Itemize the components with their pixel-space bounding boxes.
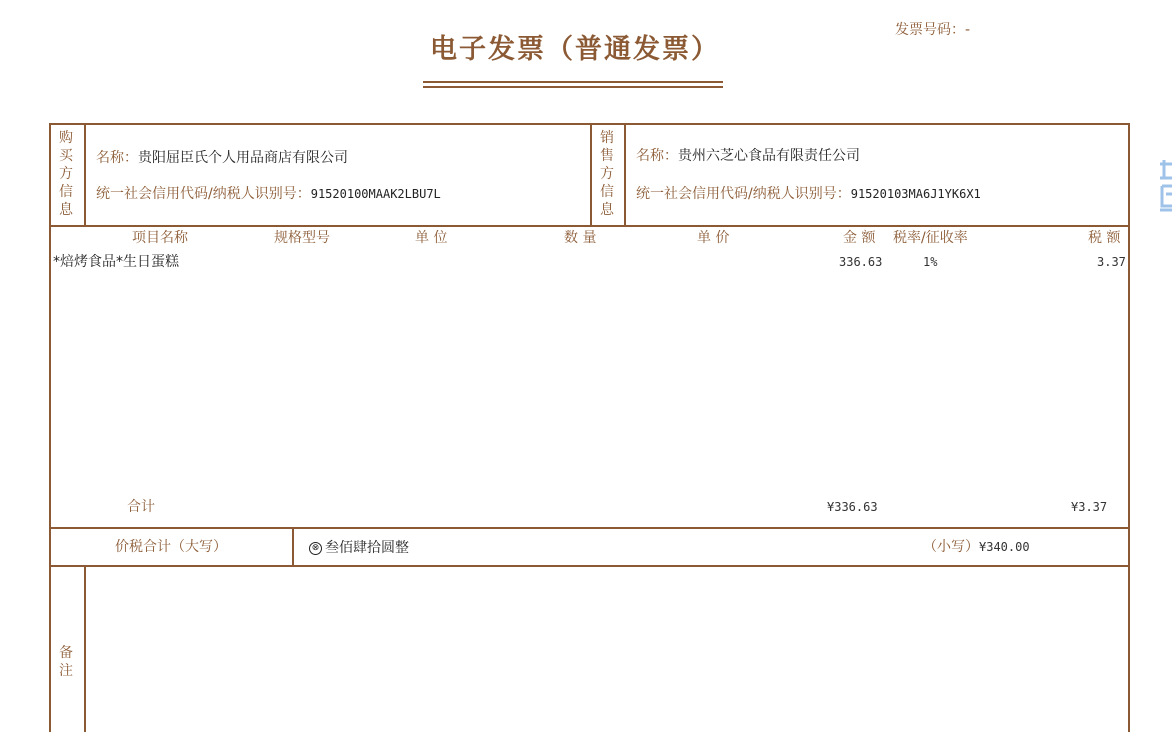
- seller-name-value: 贵州六芝心食品有限责任公司: [678, 148, 860, 164]
- grand-total-small-value: ¥340.00: [979, 540, 1030, 554]
- grand-total-small: [923, 537, 1030, 557]
- total-tax: ¥3.37: [1071, 500, 1108, 514]
- party-middle-divider: [590, 123, 592, 225]
- col-header-quantity: 数 量: [564, 230, 597, 246]
- seller-tax-label: 统一社会信用代码/纳税人识别号：: [636, 186, 851, 202]
- invoice-number: [895, 20, 970, 40]
- item-row-1-tax: 3.37: [1097, 255, 1126, 269]
- buyer-tax-label: 统一社会信用代码/纳税人识别号：: [96, 186, 311, 202]
- grand-total-uppercase-value: 叁佰肆拾圆整: [325, 540, 409, 556]
- buyer-name-label: 名称：: [96, 150, 138, 166]
- total-section-divider: [49, 565, 1130, 567]
- col-header-tax: 税 额: [1088, 230, 1121, 246]
- total-label: 合计: [127, 499, 155, 515]
- buyer-tax-value: 91520100MAAK2LBU7L: [310, 187, 441, 201]
- col-header-item-name: 项目名称: [132, 230, 188, 246]
- grand-total-label: 价税合计（大写）: [115, 539, 227, 555]
- buyer-name-value: 贵阳屈臣氏个人用品商店有限公司: [138, 150, 348, 166]
- buyer-side-label: 购买方信息: [59, 130, 73, 218]
- col-header-tax-rate: 税率/征收率: [893, 230, 968, 246]
- grand-total-small-label: （小写）: [923, 539, 979, 555]
- grand-total-uppercase: [309, 539, 409, 557]
- party-section-divider: [49, 225, 1130, 227]
- item-row-1-tax-rate: 1%: [923, 255, 938, 269]
- invoice-number-label: 发票号码：: [895, 22, 965, 38]
- seller-name-label: 名称：: [636, 148, 678, 164]
- edge-overlay-glyph: [1158, 158, 1174, 218]
- buyer-label-divider: [84, 123, 86, 225]
- col-header-unit: 单 位: [415, 230, 448, 246]
- col-header-spec: 规格型号: [274, 230, 330, 246]
- invoice-number-value: -: [965, 22, 971, 38]
- seller-label-divider: [624, 123, 626, 225]
- seller-name-row: [636, 146, 860, 166]
- col-header-amount: 金 额: [843, 230, 876, 246]
- col-header-unit-price: 单 价: [697, 230, 730, 246]
- grand-total-divider: [292, 527, 294, 565]
- title-underline-bottom: [423, 86, 723, 88]
- edge-glyph-icon: [1158, 158, 1174, 218]
- remarks-label-divider: [84, 565, 86, 732]
- item-row-1-amount: 336.63: [839, 255, 883, 269]
- items-section-divider: [49, 527, 1130, 529]
- buyer-name-row: [96, 148, 348, 168]
- remarks-label: 备注: [59, 645, 73, 679]
- title-underline-top: [423, 81, 723, 83]
- total-amount: ¥336.63: [827, 500, 878, 514]
- seller-tax-row: [636, 184, 981, 204]
- item-row-1-name: *焙烤食品*生日蛋糕: [53, 254, 179, 270]
- seller-side-label: 销售方信息: [600, 130, 614, 218]
- cancel-circle-icon: ⊗: [309, 542, 322, 555]
- buyer-tax-row: [96, 184, 441, 204]
- seller-tax-value: 91520103MA6J1YK6X1: [850, 187, 981, 201]
- invoice-title: 电子发票（普通发票）: [430, 34, 720, 65]
